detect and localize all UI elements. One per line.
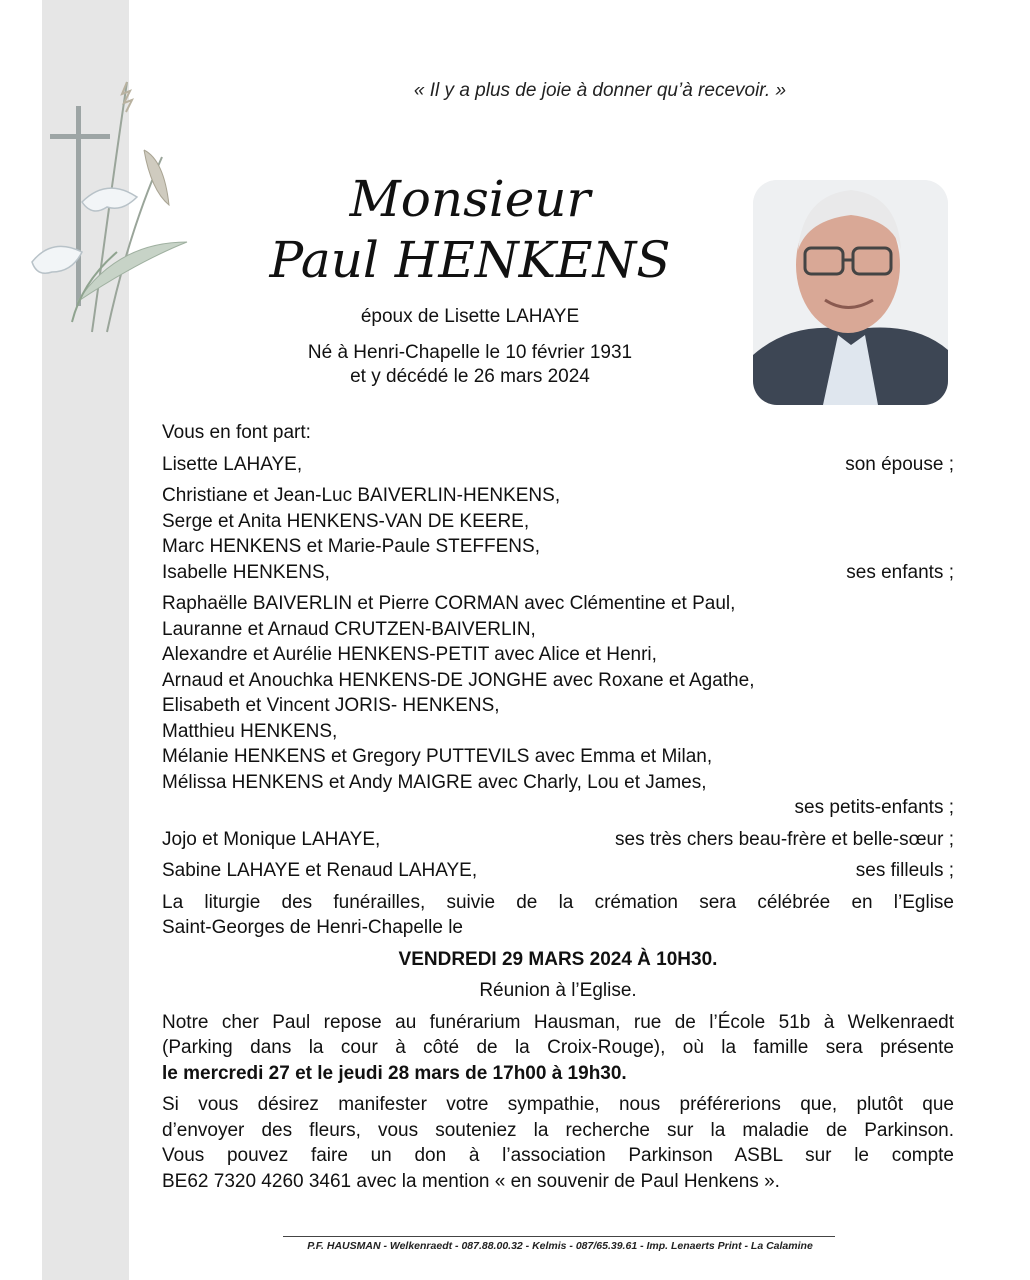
grandchild-line: Elisabeth et Vincent JORIS- HENKENS, — [162, 695, 500, 716]
child-line: Serge et Anita HENKENS-VAN DE KEERE, — [162, 510, 530, 532]
birth-line: Né à Henri-Chapelle le 10 février 1931 — [307, 342, 633, 363]
announcement-body — [162, 420, 954, 1194]
inlaws-entry — [162, 827, 954, 853]
sympathy-line: BE62 7320 4260 3461 avec la mention « en souvenir de Paul Henkens ». — [162, 1170, 780, 1192]
child-line: Isabelle HENKENS, — [162, 561, 330, 583]
spouse-line: époux de Lisette LAHAYE — [360, 306, 580, 327]
grandchild-line: Mélissa HENKENS et Andy MAIGRE avec Charly, Lou et James, — [162, 771, 707, 793]
child-line: Marc HENKENS et Marie-Paule STEFFENS, — [162, 536, 540, 557]
deceased-name: Paul HENKENS — [269, 231, 671, 289]
liturgy-line: La liturgie des funérailles, suivie de la crémation sera célébrée en l’Eglise — [162, 891, 954, 913]
ceremony-date: VENDREDI 29 MARS 2024 À 10H30. — [398, 948, 718, 970]
children-role: ses enfants ; — [846, 561, 954, 583]
sympathy-line: d’envoyer des fleurs, vous souteniez la recherche sur la maladie de Parkinson. — [162, 1119, 954, 1141]
name-block — [220, 170, 720, 292]
spouse-entry — [162, 452, 954, 478]
grandchild-line: Raphaëlle BAIVERLIN et Pierre CORMAN avec Clémentine et Paul, — [162, 593, 736, 614]
inlaws-role: ses très chers beau-frère et belle-sœur ; — [615, 828, 954, 850]
grandchild-line: Arnaud et Anouchka HENKENS-DE JONGHE avec Roxane et Agathe, — [162, 669, 755, 691]
grandchild-line: Mélanie HENKENS et Gregory PUTTEVILS avec Emma et Milan, — [162, 746, 713, 767]
visitation-line: Notre cher Paul repose au funérarium Hausman, rue de l’École 51b à Welkenraedt — [162, 1011, 954, 1033]
portrait-photo — [753, 180, 948, 405]
grandchild-line: Alexandre et Aurélie HENKENS-PETIT avec Alice et Henri, — [162, 644, 657, 665]
godchildren-entry — [162, 858, 954, 884]
godchildren-name: Sabine LAHAYE et Renaud LAHAYE, — [162, 860, 478, 881]
spouse-role: son épouse ; — [845, 453, 954, 475]
footer-credits: P.F. HAUSMAN - Welkenraedt - 087.88.00.32 - Kelmis - 087/65.39.61 - Imp. Lenaerts Print - La Calamine — [307, 1240, 813, 1252]
grandchild-line: Lauranne et Arnaud CRUTZEN-BAIVERLIN, — [162, 618, 536, 640]
visitation-times: le mercredi 27 et le jeudi 28 mars de 17h00 à 19h30. — [162, 1062, 627, 1084]
child-line: Christiane et Jean-Luc BAIVERLIN-HENKENS, — [162, 485, 561, 506]
children-last-entry — [162, 560, 954, 586]
epitaph-quote: « Il y a plus de joie à donner qu’à recevoir. » — [413, 80, 787, 101]
liturgy-line: Saint-Georges de Henri-Chapelle le — [162, 917, 463, 938]
sympathy-line: Si vous désirez manifester votre sympathie, nous préférerions que, plutôt que — [162, 1094, 954, 1115]
honorific: Monsieur — [349, 170, 591, 228]
sympathy-line: Vous pouvez faire un don à l’association Parkinson ASBL sur le compte — [162, 1145, 954, 1166]
grandchild-line: Matthieu HENKENS, — [162, 720, 338, 742]
godchildren-role: ses filleuls ; — [855, 860, 954, 881]
spouse-name: Lisette LAHAYE, — [162, 453, 303, 475]
death-line: et y décédé le 26 mars 2024 — [350, 366, 590, 387]
visitation-line: (Parking dans la cour à côté de la Croix-Rouge), où la famille sera présente — [162, 1037, 954, 1058]
cross-lily-decoration-icon — [22, 62, 192, 352]
intro-line: Vous en font part: — [162, 422, 311, 443]
footer-divider — [283, 1236, 835, 1237]
inlaws-name: Jojo et Monique LAHAYE, — [162, 828, 381, 850]
meeting-note: Réunion à l’Eglise. — [479, 980, 637, 1001]
grandchildren-role: ses petits-enfants ; — [794, 797, 954, 818]
